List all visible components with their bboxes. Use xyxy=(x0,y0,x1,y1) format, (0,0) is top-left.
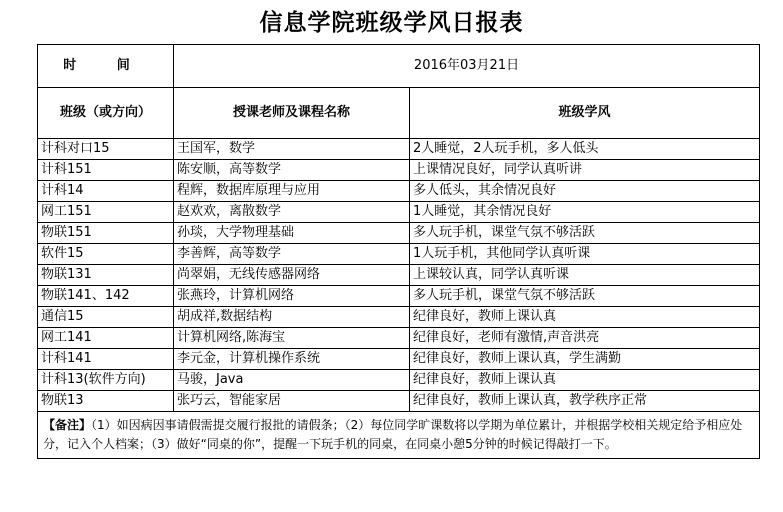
cell-study-style: 纪律良好，教师上课认真，学生满勤 xyxy=(410,349,760,370)
table-row xyxy=(38,349,760,370)
cell-class: 软件15 xyxy=(38,244,174,265)
table-row xyxy=(38,286,760,307)
cell-study-style: 多人低头，其余情况良好 xyxy=(410,181,760,202)
cell-class: 物联151 xyxy=(38,223,174,244)
table-row xyxy=(38,391,760,412)
header-study-style: 班级学风 xyxy=(410,88,760,139)
cell-study-style: 1人睡觉，其余情况良好 xyxy=(410,202,760,223)
cell-study-style: 1人玩手机，其他同学认真听课 xyxy=(410,244,760,265)
remark-row xyxy=(38,412,760,459)
remark-text: （1）如因病因事请假需提交履行报批的请假条；（2）每位同学旷课数将以学期为单位累计，并根据学校相关规定给予相应处分，记入个人档案；（3）做好“同桌的你”，提醒一下玩手机的同桌，在同桌小憩5分钟的时候记得敲打一下。 xyxy=(43,418,743,451)
cell-teacher-course: 李元金，计算机操作系统 xyxy=(174,349,410,370)
cell-class: 计科14 xyxy=(38,181,174,202)
report-title: 信息学院班级学风日报表 xyxy=(259,9,524,36)
cell-teacher-course: 程辉，数据库原理与应用 xyxy=(174,181,410,202)
table-row xyxy=(38,139,760,160)
table-row xyxy=(38,307,760,328)
cell-class: 通信15 xyxy=(38,307,174,328)
table-row xyxy=(38,328,760,349)
cell-study-style: 纪律良好，老师有激情,声音洪亮 xyxy=(410,328,760,349)
table-row xyxy=(38,265,760,286)
study-style-table xyxy=(37,44,760,459)
cell-study-style: 纪律良好，教师上课认真，教学秩序正常 xyxy=(410,391,760,412)
cell-class: 计科151 xyxy=(38,160,174,181)
cell-teacher-course: 计算机网络,陈海宝 xyxy=(174,328,410,349)
table-row xyxy=(38,223,760,244)
cell-teacher-course: 马骏，Java xyxy=(174,370,410,391)
cell-class: 计科13(软件方向) xyxy=(38,370,174,391)
cell-study-style: 纪律良好，教师上课认真 xyxy=(410,307,760,328)
remark-cell xyxy=(38,412,760,459)
cell-study-style: 纪律良好，教师上课认真 xyxy=(410,370,760,391)
table-row xyxy=(38,181,760,202)
cell-teacher-course: 陈安顺，高等数学 xyxy=(174,160,410,181)
date-value: 2016年03月21日 xyxy=(174,45,760,88)
header-class: 班级（或方向） xyxy=(38,88,174,139)
cell-class: 计科对口15 xyxy=(38,139,174,160)
table-row xyxy=(38,202,760,223)
cell-class: 网工151 xyxy=(38,202,174,223)
cell-teacher-course: 孙琰，大学物理基础 xyxy=(174,223,410,244)
cell-teacher-course: 张巧云，智能家居 xyxy=(174,391,410,412)
cell-teacher-course: 胡成祥,数据结构 xyxy=(174,307,410,328)
table-row xyxy=(38,370,760,391)
table-row xyxy=(38,160,760,181)
cell-class: 计科141 xyxy=(38,349,174,370)
cell-study-style: 上课较认真，同学认真听课 xyxy=(410,265,760,286)
cell-teacher-course: 赵欢欢，离散数学 xyxy=(174,202,410,223)
cell-teacher-course: 王国军，数学 xyxy=(174,139,410,160)
date-label: 时 间 xyxy=(38,45,174,88)
remark-label: 【备注】 xyxy=(43,418,92,432)
cell-teacher-course: 李善辉，高等数学 xyxy=(174,244,410,265)
cell-teacher-course: 尚翠娟，无线传感器网络 xyxy=(174,265,410,286)
date-row xyxy=(38,45,760,88)
header-teacher-course: 授课老师及课程名称 xyxy=(174,88,410,139)
cell-class: 物联131 xyxy=(38,265,174,286)
table-row xyxy=(38,244,760,265)
cell-teacher-course: 张燕玲，计算机网络 xyxy=(174,286,410,307)
header-row xyxy=(38,88,760,139)
cell-study-style: 多人玩手机，课堂气氛不够活跃 xyxy=(410,286,760,307)
cell-class: 网工141 xyxy=(38,328,174,349)
cell-study-style: 多人玩手机，课堂气氛不够活跃 xyxy=(410,223,760,244)
cell-study-style: 上课情况良好，同学认真听讲 xyxy=(410,160,760,181)
cell-class: 物联13 xyxy=(38,391,174,412)
cell-study-style: 2人睡觉，2人玩手机，多人低头 xyxy=(410,139,760,160)
cell-class: 物联141、142 xyxy=(38,286,174,307)
